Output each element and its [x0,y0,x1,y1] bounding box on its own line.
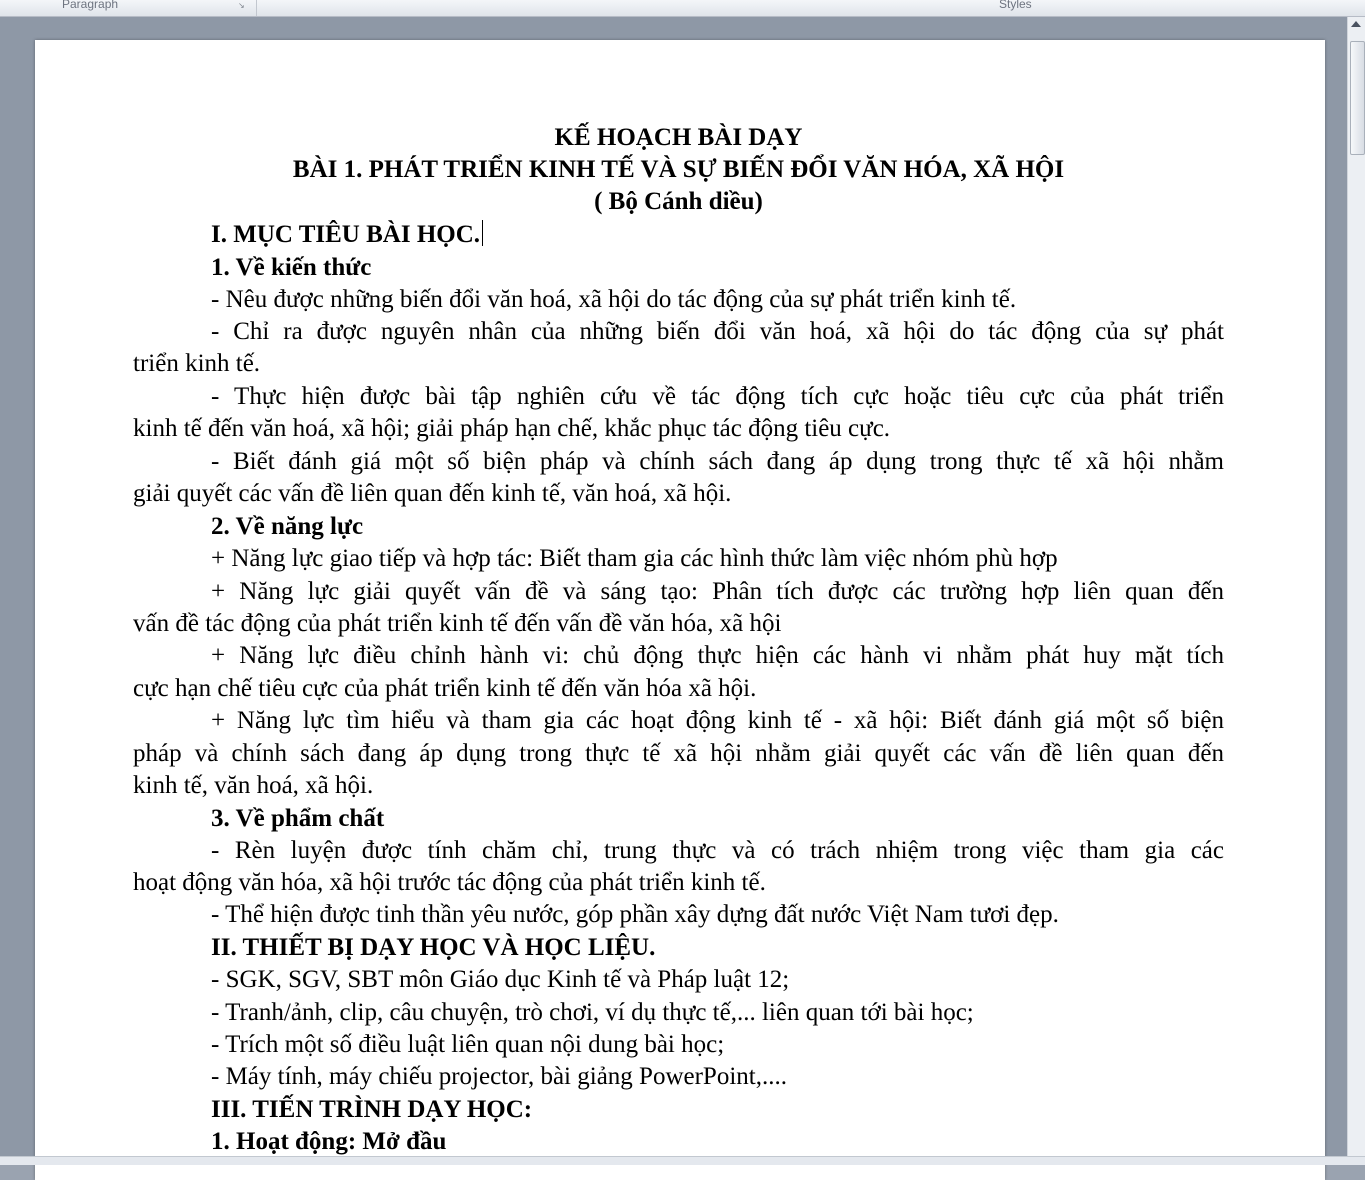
paragraph-group-label: Paragraph [62,0,119,11]
subheading-competence: 2. Về năng lực [211,513,364,540]
competence-item-4: + Năng lực tìm hiểu và tham gia các hoạt động kinh tế - xã hội: Biết đánh giá một số biện [211,707,1224,734]
knowledge-item-2: - Chỉ ra được nguyên nhân của những biến đổi văn hoá, xã hội do tác động của sự phát [211,318,1224,345]
paragraph-dialog-launcher-icon[interactable]: ↘ [238,1,245,10]
scroll-up-arrow-icon[interactable] [1351,21,1361,27]
knowledge-item-4-cont: giải quyết các vấn đề liên quan đến kinh tế, văn hoá, xã hội. [133,480,732,507]
quality-item-2: - Thể hiện được tinh thần yêu nước, góp phần xây dựng đất nước Việt Nam tươi đẹp. [211,901,1059,928]
section-heading-equipment: II. THIẾT BỊ DẠY HỌC VÀ HỌC LIỆU. [211,934,656,961]
section-heading-objectives [211,219,1224,251]
quality-item-1: - Rèn luyện được tính chăm chỉ, trung thực và có trách nhiệm trong việc tham gia các [211,837,1224,864]
knowledge-item-1: - Nêu được những biến đổi văn hoá, xã hội do tác động của sự phát triển kinh tế. [211,286,1017,313]
section-heading-process: III. TIẾN TRÌNH DẠY HỌC: [211,1096,533,1123]
competence-item-1: + Năng lực giao tiếp và hợp tác: Biết tham gia các hình thức làm việc nhóm phù hợp [211,545,1058,572]
document-series: ( Bộ Cánh diều) [594,188,763,215]
document-subtitle: BÀI 1. PHÁT TRIỂN KINH TẾ VÀ SỰ BIẾN ĐỔI VĂN HÓA, XÃ HỘI [292,156,1065,183]
activity-heading-opening: 1. Hoạt động: Mở đầu [211,1128,447,1155]
competence-item-4-cont-2: kinh tế, văn hoá, xã hội. [133,772,374,799]
competence-item-3: + Năng lực điều chỉnh hành vi: chủ động thực hiện các hành vi nhằm phát huy mặt tích [211,642,1224,669]
knowledge-item-4: - Biết đánh giá một số biện pháp và chính sách đang áp dụng trong thực tế xã hội nhằm [211,448,1224,475]
competence-item-2: + Năng lực giải quyết vấn đề và sáng tạo: Phân tích được các trường hợp liên quan đến [211,578,1224,605]
competence-item-3-cont: cực hạn chế tiêu cực của phát triển kinh tế đến văn hóa xã hội. [133,675,757,702]
text-cursor [482,220,483,246]
document-title: KẾ HOẠCH BÀI DẠY [554,124,803,151]
competence-item-4-cont: pháp và chính sách đang áp dụng trong thực tế xã hội nhằm giải quyết các vấn đề liên quan đến [133,740,1224,767]
subheading-knowledge: 1. Về kiến thức [211,254,372,281]
scrollbar-thumb[interactable] [1350,41,1365,155]
document-page[interactable] [35,40,1325,1180]
vertical-scrollbar[interactable] [1347,17,1365,1156]
knowledge-item-2-cont: triển kinh tế. [133,350,261,377]
equipment-item-4: - Máy tính, máy chiếu projector, bài giảng PowerPoint,.... [211,1063,787,1090]
equipment-item-1: - SGK, SGV, SBT môn Giáo dục Kinh tế và Pháp luật 12; [211,966,790,993]
styles-group-label: Styles [999,0,1032,11]
document-canvas [0,17,1347,1156]
quality-item-1-cont: hoạt động văn hóa, xã hội trước tác động của phát triển kinh tế. [133,869,766,896]
knowledge-item-3-cont: kinh tế đến văn hoá, xã hội; giải pháp hạn chế, khắc phục tác động tiêu cực. [133,415,891,442]
knowledge-item-3: - Thực hiện được bài tập nghiên cứu về tác động tích cực hoặc tiêu cực của phát triển [211,383,1224,410]
section-heading-text: I. MỤC TIÊU BÀI HỌC. [211,221,481,248]
equipment-item-2: - Tranh/ảnh, clip, câu chuyện, trò chơi, ví dụ thực tế,... liên quan tới bài học; [211,999,974,1026]
competence-item-2-cont: vấn đề tác động của phát triển kinh tế đến vấn đề văn hóa, xã hội [133,610,782,637]
equipment-item-3: - Trích một số điều luật liên quan nội dung bài học; [211,1031,725,1058]
subheading-qualities: 3. Về phẩm chất [211,805,385,832]
